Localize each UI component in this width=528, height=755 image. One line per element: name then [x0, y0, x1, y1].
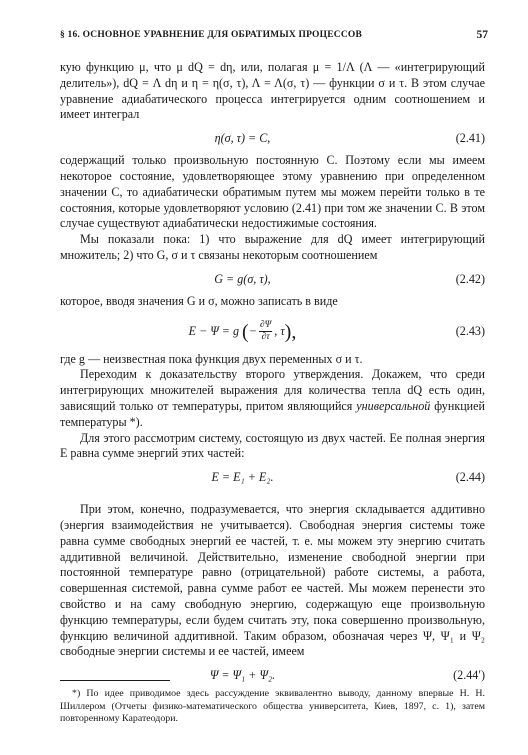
page-body [60, 60, 485, 690]
equation-2-42 [60, 268, 485, 290]
footnote-rule [60, 680, 170, 681]
fraction-numerator: ∂Ψ [259, 320, 272, 331]
open-paren: ( [242, 320, 249, 343]
equation-2-41 [60, 127, 485, 149]
paragraph: содержащий только произвольную постоянную C. Поэтому если мы имеем некоторое состояние, удовлетворяющее этому уравнению при определенном значении C, то адиабатически обратимым путем мы можем перейти только в те состояния, которые удовлетворяют условию (2.41) при том же значении C. В этом случае существуют адиабатически недостижимые состояния. [60, 153, 485, 231]
equation-2-44-prime [60, 664, 485, 686]
equation-body: Ψ = Ψ₁ + Ψ₂. [209, 668, 276, 683]
equation-2-43 [60, 314, 485, 348]
paragraph: При этом, конечно, подразумевается, что энергия складывается аддитивно (энергия взаимодействия не учитывается). Свободная энергия системы тоже равна сумме свободных энергий ее частей, т. е. мы можем эту энергию считать аддитивной величиной. Действительно, изменение свободной энергии при постоянной температуре равно (отрицательной) работе системы, а работа, совершенная системой, равна сумме работ ее частей. Мы можем перенести это свойство и на саму свободную энергию, содержащую еще произвольную функцию температуры, если будем считать эту, пока совершенно произвольную, функцию величиной аддитивной. Таким образом, обозначая через Ψ, Ψ₁ и Ψ₂ свободные энергии системы и ее частей, имеем [60, 502, 485, 659]
paragraph: которое, вводя значения G и σ, можно записать в виде [60, 293, 338, 308]
spacer [60, 492, 485, 502]
paragraph: где g — неизвестная пока функция двух переменных σ и τ. [60, 351, 363, 366]
equation-number: (2.43) [455, 323, 485, 338]
equation-number: (2.42) [455, 271, 485, 286]
equation-number: (2.44) [455, 470, 485, 485]
paragraph-text: Переходим к доказательству второго утверждения. Докажем, что среди интегрирующих множителей выражения для количества тепла dQ есть один, зависящий только от температуры, притом являющийся [60, 367, 485, 413]
equation-number: (2.41) [455, 131, 485, 146]
page-number: 57 [476, 29, 488, 41]
paragraph [60, 367, 485, 430]
running-header [60, 30, 488, 48]
equation-body: η(σ, τ) = C, [214, 131, 271, 146]
footnote [60, 688, 485, 726]
equation-left: E − Ψ = g [188, 323, 240, 338]
equation-2-44 [60, 466, 485, 488]
minus-sign: − [248, 323, 257, 338]
fraction-denominator: ∂τ [261, 332, 270, 343]
paragraph-text: функцией температуры *). [60, 398, 485, 429]
running-title: § 16. ОСНОВНОЕ УРАВНЕНИЕ ДЛЯ ОБРАТИМЫХ ПРОЦЕССОВ [60, 30, 363, 40]
footnote-text: *) По идее приводимое здесь рассуждение эквивалентно выводу, данному впервые Н. Н. Шиллером (Отчеты физико-математического общества университета, Киев, 1897, с. 1), затем повторенному Каратеодори. [60, 688, 485, 725]
equation-tail: , τ [274, 323, 285, 338]
equation-body: G = g(σ, τ), [214, 271, 271, 286]
emphasis: универсальной [356, 398, 431, 413]
fraction [259, 320, 272, 343]
paragraph: Мы показали пока: 1) что выражение для dQ имеет интегрирующий множитель; 2) что G, σ и τ связаны некоторым соотношением [60, 232, 485, 262]
paragraph: кую функцию μ, что μ dQ = dη, или, полагая μ = 1/Λ (Λ — «интегрирующий делитель»), dQ = Λ dη и η = η(σ, τ), Λ = Λ(σ, τ) — функции σ и τ. В этом случае уравнение адиабатического процесса интегрируется одним соотношением и имеет интеграл [60, 60, 485, 122]
equation-number: (2.44′) [453, 668, 485, 683]
equation-body [60, 314, 425, 349]
equation-body: E = E₁ + E₂. [211, 470, 274, 485]
paragraph: Для этого рассмотрим систему, состоящую из двух частей. Ее полная энергия E равна сумме энергий этих частей: [60, 430, 485, 461]
close-paren: ), [284, 320, 297, 343]
